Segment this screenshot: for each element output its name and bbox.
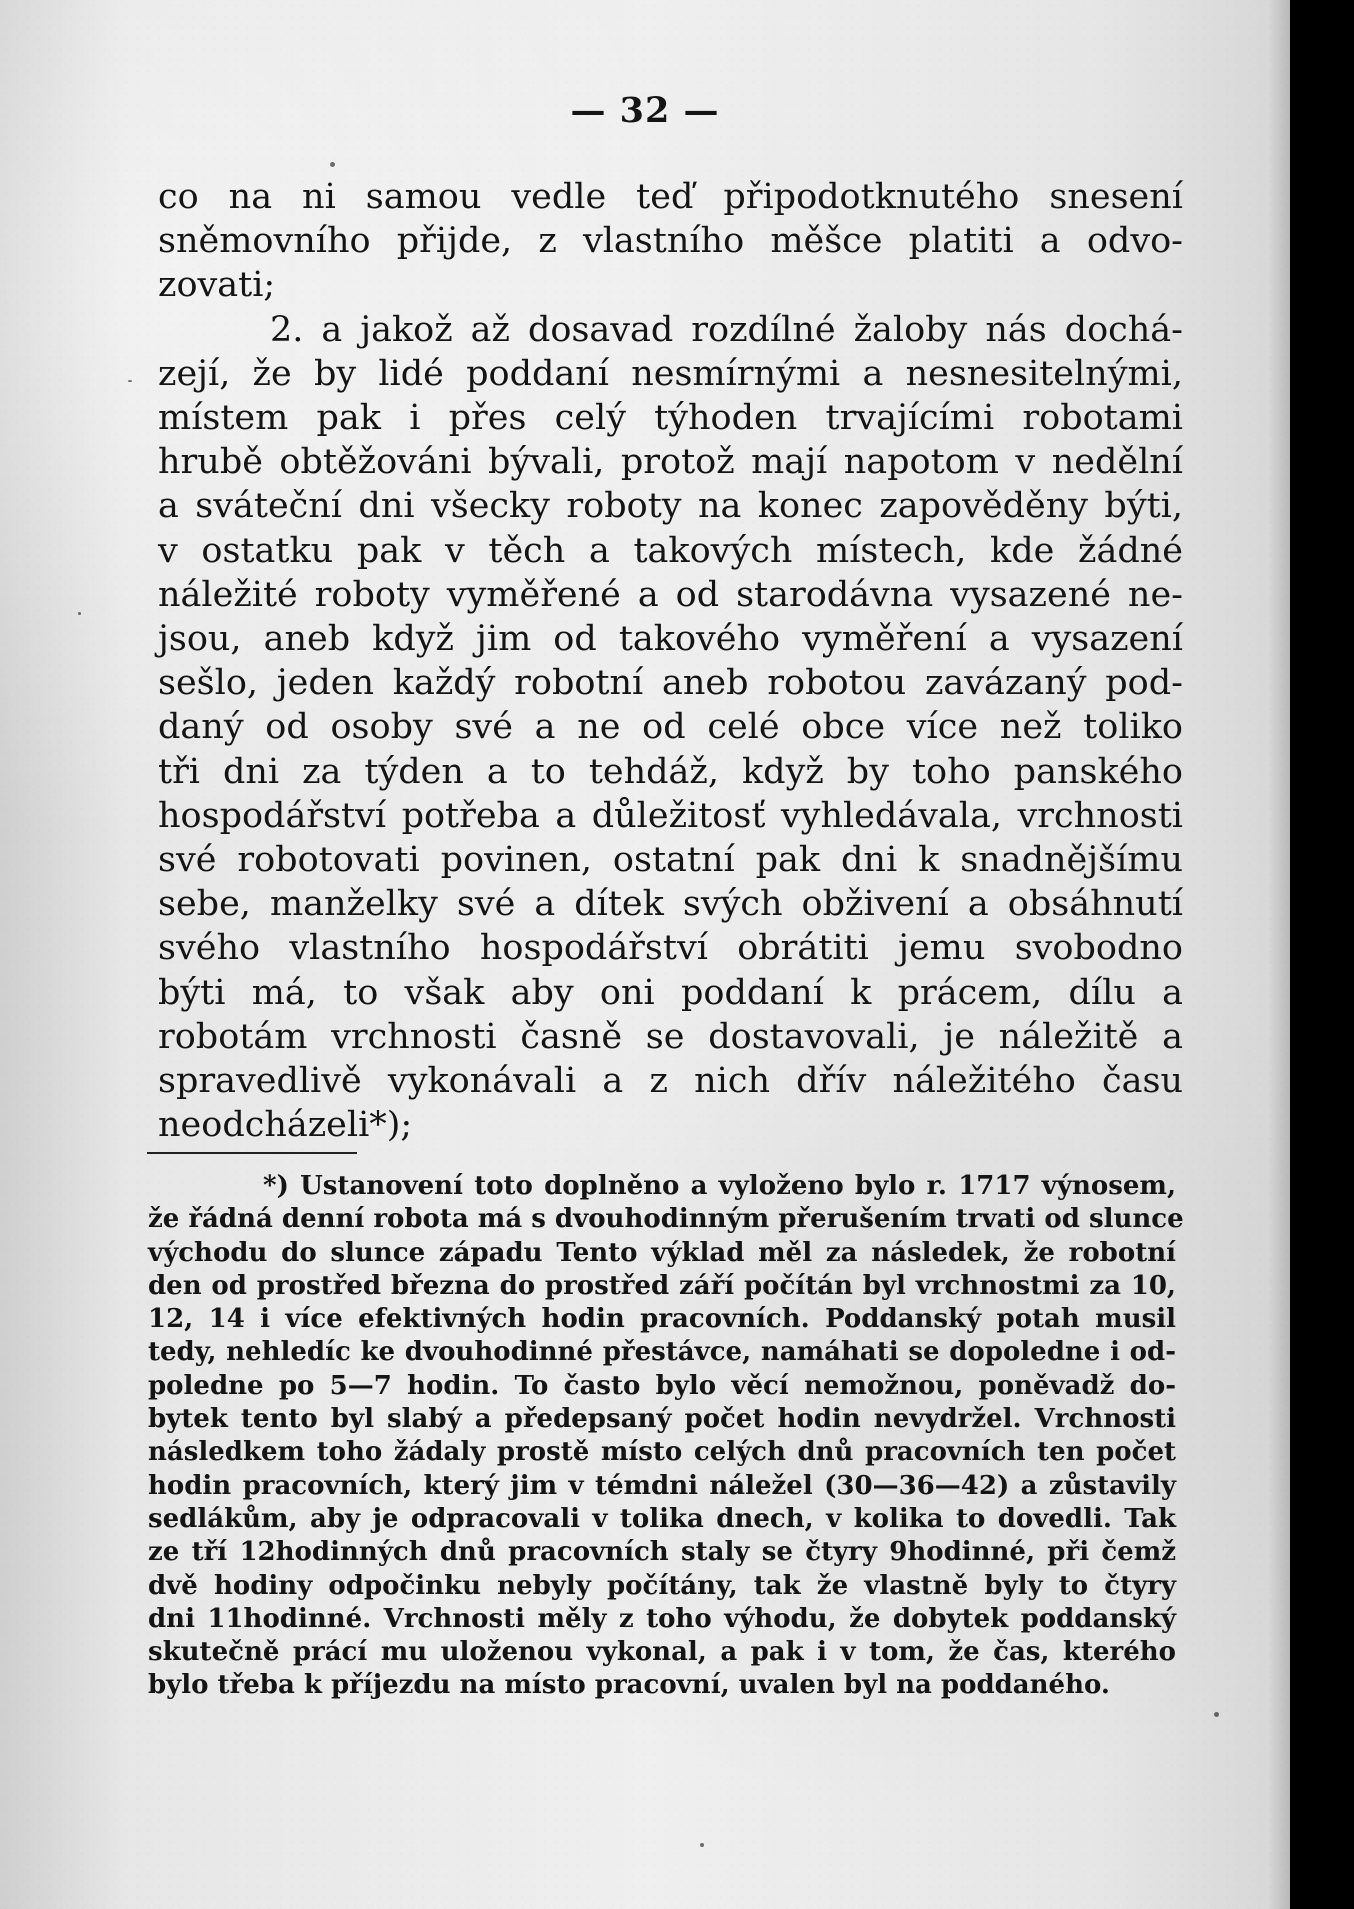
main-text [158,175,1183,1147]
paper-speck [128,380,132,382]
footnote-line: následkem toho žádaly prostě místo celých dnů pracovních ten počet [148,1437,1176,1468]
text-line: 2. a jakož až dosavad rozdílné žaloby nás dochá- [270,309,1183,350]
footnote-line: *) Ustanovení toto doplněno a vyloženo bylo r. 1717 výnosem, [263,1171,1176,1201]
text-line: sebe, manželky své a dítek svých obživení a obsáhnutí [158,884,1183,925]
text-line: své robotovati povinen, ostatní pak dni k snadnějšímu [158,840,1183,881]
footnote-line: sedlákům, aby je odpracovali v tolika dnech, v kolika to dovedli. Tak [148,1503,1176,1534]
text-line: neodcházeli*); [158,1105,413,1146]
footnote-line: že řádná denní robota má s dvouhodinným přerušením trvati od slunce [148,1204,1184,1235]
text-line: daný od osoby své a ne od celé obce více než toliko [158,707,1183,748]
footnote-text [148,1170,1184,1703]
text-line: náležité roboty vyměřené a od starodávna vysazené ne- [158,574,1183,615]
text-line: býti má, to však aby oni poddaní k prácem, dílu a [158,972,1183,1013]
footnote-line: dni 11hodinné. Vrchnosti měly z toho výhodu, že dobytek poddanský [148,1603,1176,1634]
text-line: sešlo, jeden každý robotní aneb robotou zavázaný pod- [158,663,1183,704]
footnote-line: poledne po 5—7 hodin. To často bylo věcí nemožnou, poněvadž do- [148,1370,1176,1401]
page-number: — 32 — [570,90,720,131]
text-line: a sváteční dni všecky roboty na konec zapověděny býti, [158,486,1183,527]
text-line: jsou, aneb když jim od takového vyměření a vysazení [158,619,1183,660]
text-line: co na ni samou vedle teď připodotknutého snesení [158,177,1183,217]
text-line: v ostatku pak v těch a takových místech, kde žádné [158,530,1183,571]
paper-speck [700,1843,704,1847]
text-line: hrubě obtěžováni bývali, protož mají napotom v nedělní [158,442,1183,483]
footnote-line: ze tří 12hodinných dnů pracovních staly se čtyry 9hodinné, při čemž [148,1537,1176,1568]
paper-speck [78,612,81,615]
text-line: svého vlastního hospodářství obrátiti jemu svobodno [158,928,1183,969]
footnote-line: bylo třeba k příjezdu na místo pracovní, uvalen byl na poddaného. [148,1670,1110,1701]
text-line: tři dni za týden a to tehdáž, když by toho panského [158,751,1183,792]
paper-speck [330,162,335,167]
text-line: zovati; [158,265,276,306]
text-line: spravedlivě vykonávali a z nich dřív náležitého času [158,1061,1183,1102]
text-line: místem pak i přes celý týhoden trvajícími robotami [158,398,1183,439]
paper-speck [1214,1712,1219,1717]
footnote-line: den od prostřed března do prostřed září počítán byl vrchnostmi za 10, [148,1270,1176,1301]
footnote-line: dvě hodiny odpočinku nebyly počítány, tak že vlastně byly to čtyry [148,1570,1176,1601]
text-line: robotám vrchnosti časně se dostavovali, je náležitě a [158,1016,1183,1057]
footnote-line: východu do slunce západu Tento výklad měl za následek, že robotní [148,1237,1176,1268]
text-line: zejí, že by lidé poddaní nesmírnými a nesnesitelnými, [158,353,1183,394]
footnote-line: tedy, nehledíc ke dvouhodinné přestávce, namáhati se dopoledne i od- [148,1337,1176,1368]
footnote-divider [147,1152,357,1154]
text-line: hospodářství potřeba a důležitosť vyhledávala, vrchnosti [158,795,1183,836]
footnote-line: bytek tento byl slabý a předepsaný počet hodin nevydržel. Vrchnosti [148,1404,1176,1435]
footnote-line: skutečně prácí mu uloženou vykonal, a pak i v tom, že čas, kterého [148,1637,1176,1668]
text-line: sněmovního přijde, z vlastního měšce platiti a odvo- [158,221,1183,262]
footnote-line: hodin pracovních, který jim v témdni náležel (30—36—42) a zůstavily [148,1470,1176,1501]
page-edge-shadow [1268,0,1290,1909]
footnote-line: 12, 14 i více efektivných hodin pracovních. Poddanský potah musil [148,1304,1176,1335]
